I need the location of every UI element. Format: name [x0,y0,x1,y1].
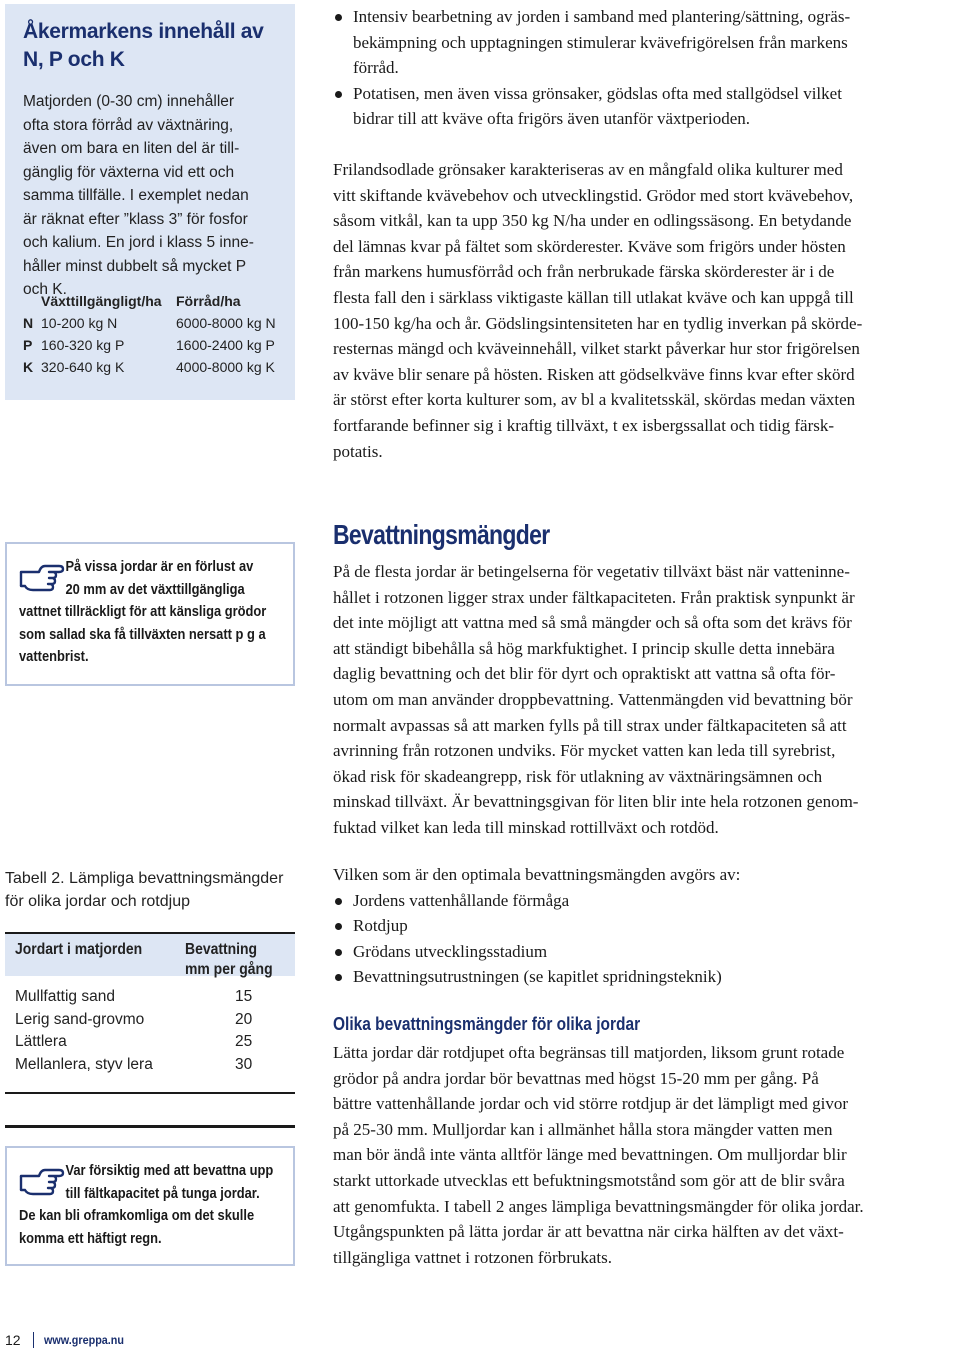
factors-list [333,888,958,990]
factors-intro: Vilken som är den optimala bevattningsmängden avgörs av: [333,865,741,884]
table-row: K 320-640 kg K 4000-8000 kg K [23,359,275,375]
list-item: Intensiv bearbetning av jorden i samband med plantering/sättning, ogräs- bekämpning och upptagningen stimulerar kvävefrigörelsen från markens förråd. [333,4,958,81]
bullet-icon [335,91,342,98]
top-bullet-list-block [333,4,958,132]
list-item: Rotdjup [333,913,958,939]
bullet-icon [335,923,342,930]
nutrient-table [23,290,296,378]
website-link[interactable]: www.greppa.nu [44,1333,125,1347]
section-heading-bevattningsmangder: Bevattningsmängder [333,519,550,550]
nitrogen-bullet-list [333,4,958,132]
info-box-title: Åkermarkens innehåll av N, P och K [23,20,264,71]
irrigation-table-body [5,976,295,1094]
nutrient-info-box [5,4,295,400]
irrigation-table [5,932,295,1094]
table2-caption: Tabell 2. Lämpliga bevattningsmängder för olika jordar och rotdjup [5,870,284,910]
bullet-icon [335,14,342,21]
page-footer [5,1325,133,1355]
info-box-text: Matjorden (0-30 cm) innehåller ofta stora förråd av växtnäring, även om bara en liten del är till- gänglig för växterna vid ett och samma tillfälle. I exemplet nedan är räknat efter ”klass 3” för fosfor och kalium. En jord i klass 5 inne- håller minst dubbelt så mycket P och K. [23,93,254,298]
table-row: P 160-320 kg P 1600-2400 kg P [23,337,275,353]
table-row: Lättlera 25 [15,1033,253,1050]
factors-block [333,862,958,990]
bullet-icon [335,898,342,905]
subheading-olika-bevattningsmangder: Olika bevattningsmängder för olika jordar [333,1014,641,1034]
olika-paragraph: Lätta jordar där rotdjupet ofta begränsas till matjorden, liksom grunt rotade grödor på andra jordar bör bevattnas med högst 15-20 mm per gång. På bättre vattenhållande jordar och vid större rotdjup är det lämpligt med givor på 25-30 mm. Mulljordar kan i allmänhet hålla stora mängder vatten men man bör ändå inte vänta alltför länge med bevattningen. Om mulljordar blir starkt uttorkade utvecklas ett befuktningsmotstånd som gör att de blir svåra att genomfukta. I tabell 2 anges lämpliga bevattningsmängder för olika jordar. Utgångspunkten på lätta jordar är att bevattna när cirka hälften av det växt- tillgängliga vattnet i rotzonen förbrukats. [333,1043,864,1267]
table-row: N 10-200 kg N 6000-8000 kg N [23,315,276,331]
list-item: Bevattningsutrustningen (se kapitlet spridningsteknik) [333,964,958,990]
tip-text: Var försiktig med att bevattna upp till fältkapacitet på tunga jordar. De kan bli oframkomliga om det skulle komma ett häftigt regn. [19,1162,274,1247]
table-row: Mullfattig sand 15 [15,988,253,1005]
bevattning-paragraph: På de flesta jordar är betingelserna för vegetativ tillväxt bäst när vatteninne- hållet i rotzonen ligger strax under fältkapaciteten. Från praktisk synpunkt är det inte möjligt att vattna med så små mängder och så ofta som det krävs för att ständigt bibehålla så hög markfuktighet. I princip skulle detta innebära daglig bevattning och det blir för dyrt och opraktiskt att vattna så ofta för- utom om man använder droppbevattning. Vattenmängden vid bevattning bör normalt avpassas så att marken fylls på till strax under fältkapaciteten så att avrinning från rotzonen undviks. För mycket vatten kan leda till syrebrist, ökad risk för skadeangrepp, risk för utlakning av växtnäringsämnen och minskad tillväxt. Är bevattningsgivan för liten blir inte hela rotzonen genom- fuktad vilket kan leda till minskad rottillväxt och rotdöd. [333,562,859,837]
irrigation-table-header: Jordart i matjorden Bevattning mm per gång [5,932,295,976]
divider [5,1125,295,1128]
tip-box-field-capacity [5,1146,295,1266]
table-row: Mellanlera, styv lera 30 [15,1055,253,1073]
nutrient-table-header: Växttillgängligt/ha Förråd/ha [41,293,241,309]
list-item: Jordens vattenhållande förmåga [333,888,958,914]
tip-text: På vissa jordar är en förlust av 20 mm av det växttillgängliga vattnet tillräckligt för att känsliga grödor som sallad ska få tillväxten nersatt p g a vattenbrist. [19,558,267,665]
list-item: Grödans utvecklingsstadium [333,939,958,965]
bullet-icon [335,974,342,981]
list-item: Potatisen, men även vissa grönsaker, gödslas ofta med stallgödsel vilket bidrar till att kväve ofta frigörs även utanför växtperioden. [333,81,958,132]
vegetable-nitrogen-paragraph: Frilandsodlade grönsaker karakteriseras av en mångfald olika kulturer med vitt skiftande kvävebehov och utvecklingstid. Grödor med stort kvävebehov, såsom vitkål, kan ta upp 350 kg N/ha under en odlingssäsong. En betydande del lämnas kvar på fältet som skörderester. Kväve som frigörs under hösten från markens humusförråd och från nerbrukade färska skörderester är i de flesta fall den i särklass viktigaste källan till utlakat kväve och kan uppgå till 100-150 kg/ha och år. Gödslingsintensiteten har en tydlig inverkan på skörde- resternas mängd och kväveinnehåll, vilket starkt påverkar hur stor frigörelsen av kväve blir senare på hösten. Risken att gödselkväve finns kvar efter skörd är störst efter korta kulturer som, av bl a kvalitetsskäl, skördas medan växten fortfarande befinner sig i kraftig tillväxt, t ex isbergssallat och tidig färsk- potatis. [333,160,863,461]
table-row: Lerig sand-grovmo 20 [15,1010,253,1028]
tip-box-water-loss [5,542,295,686]
bullet-icon [335,949,342,956]
page-number: 12 [5,1332,34,1348]
